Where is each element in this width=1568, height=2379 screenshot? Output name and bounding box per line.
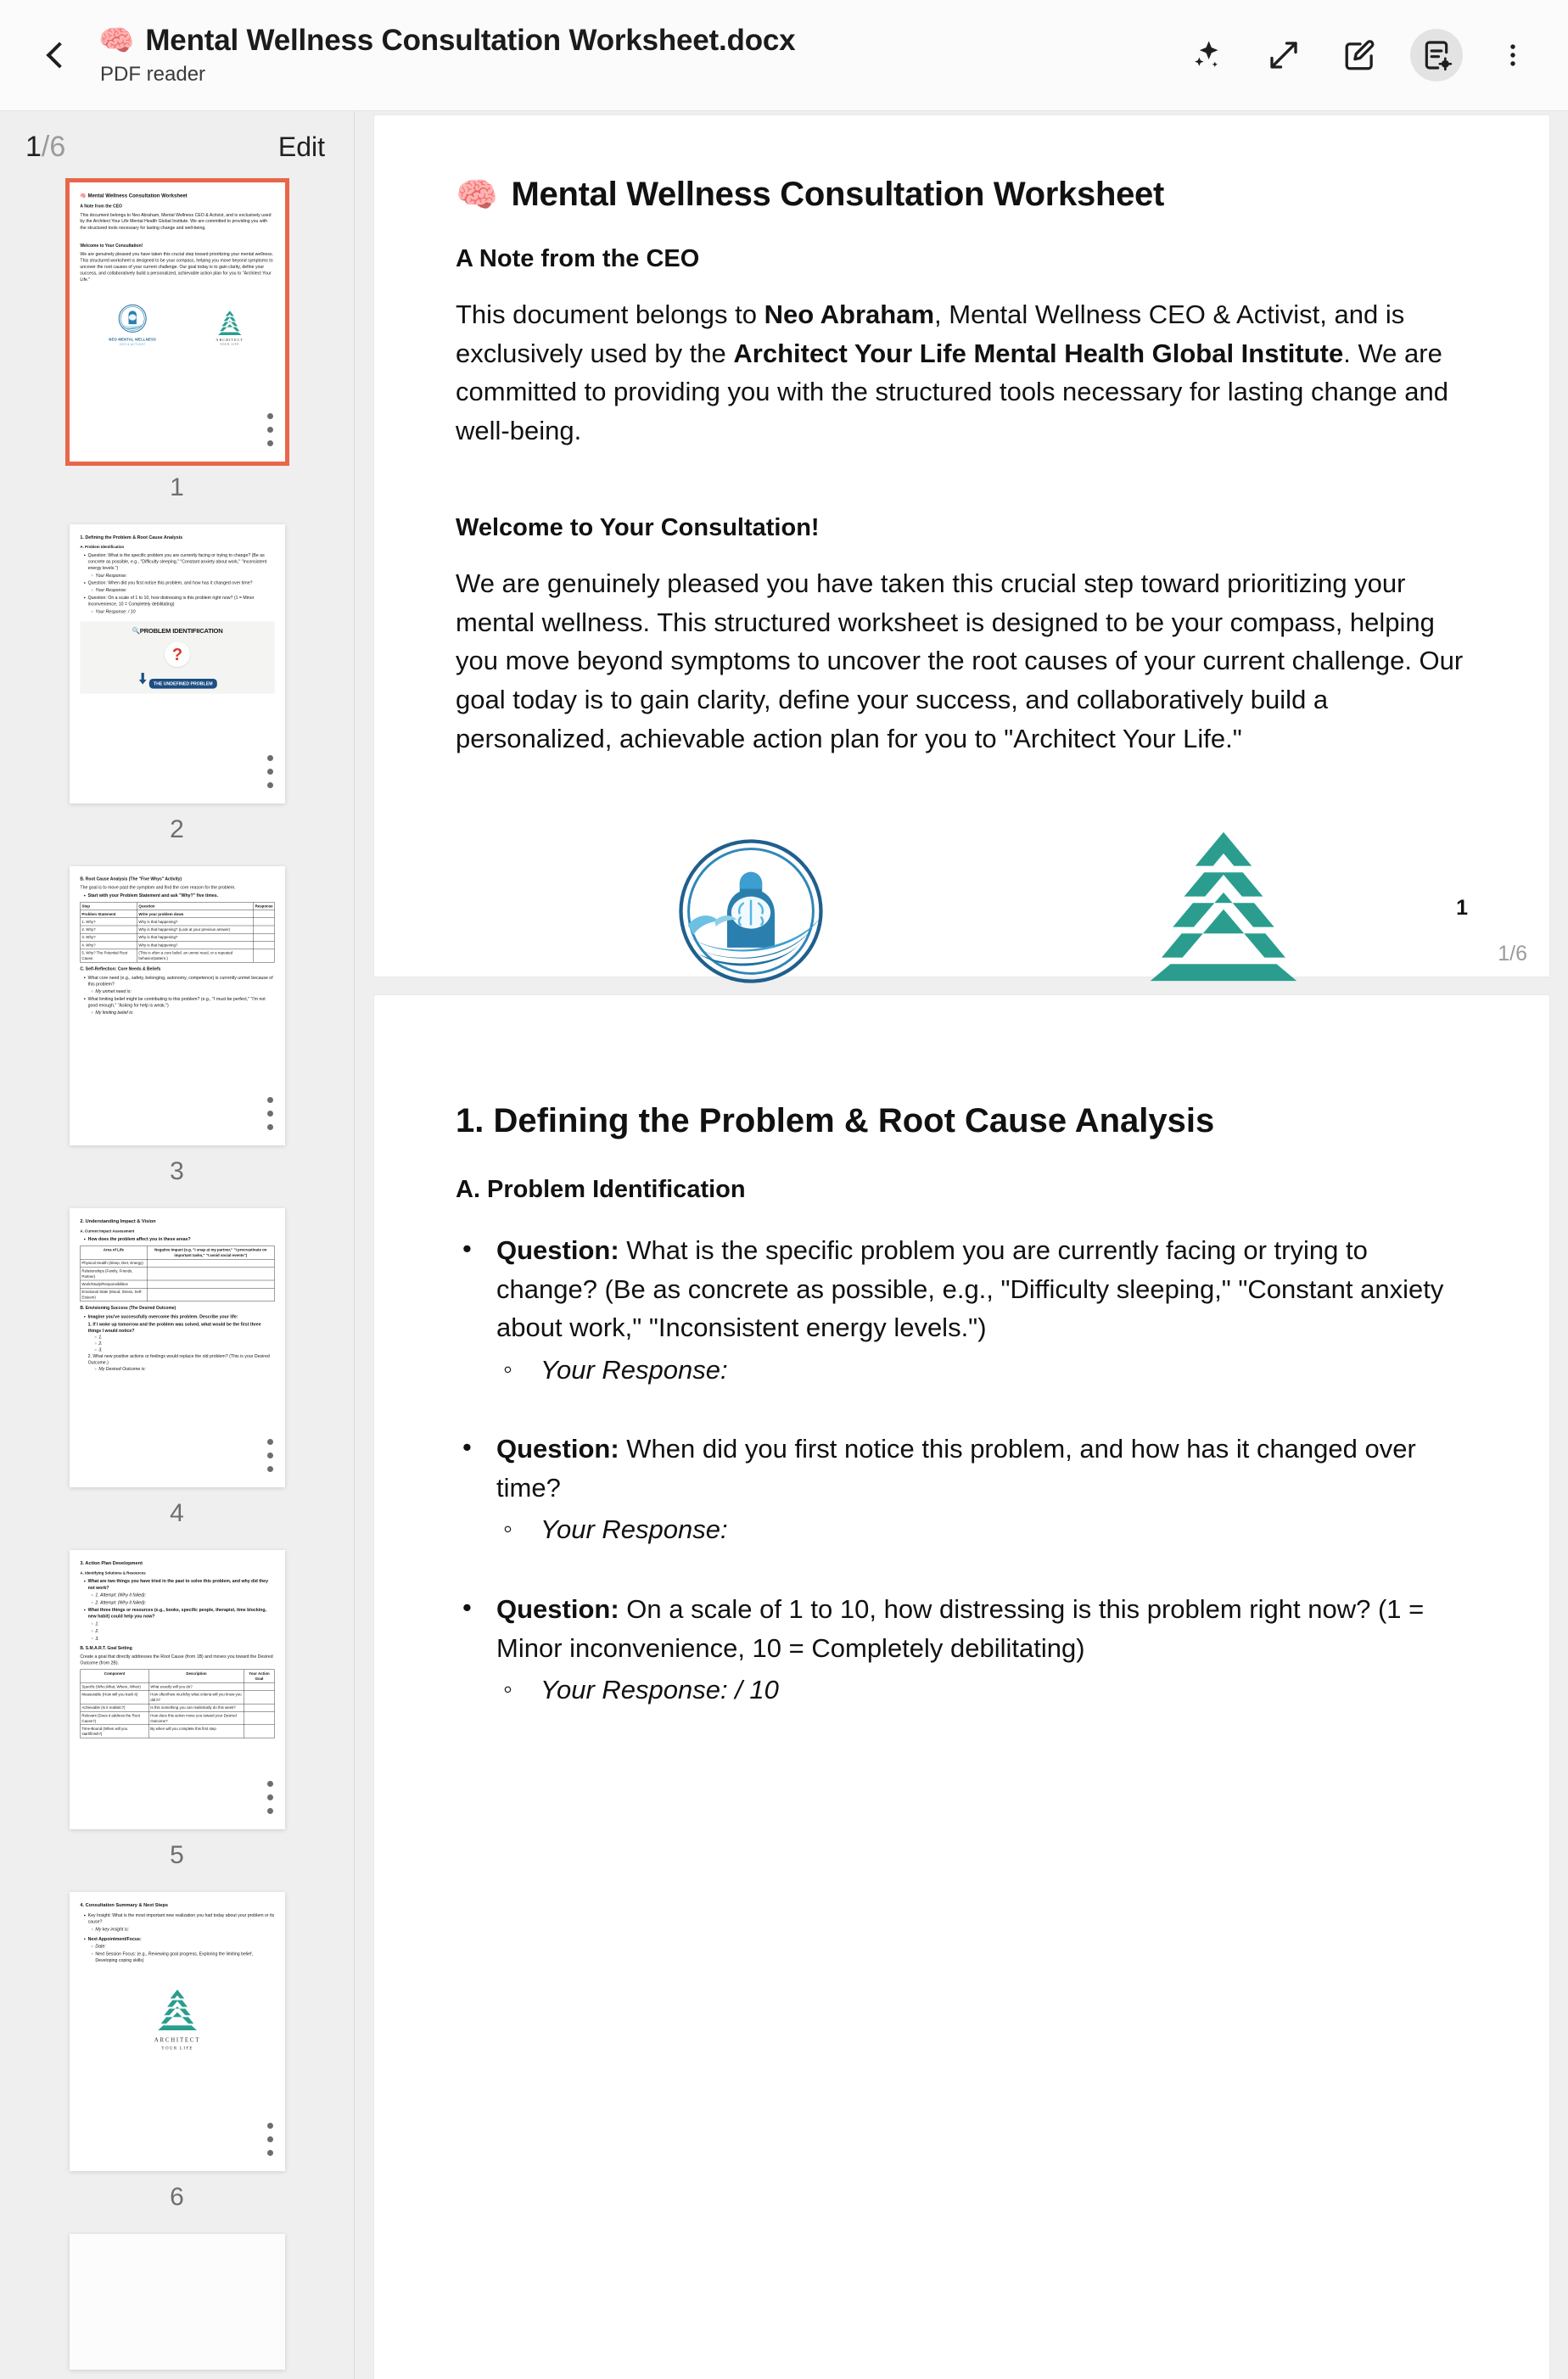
thumbnail-label: 2 [170, 815, 184, 843]
thumbnail-page-5[interactable] [70, 1550, 285, 1829]
question-item [456, 1590, 1468, 1710]
thumbnail-page-4[interactable]: 2. Understanding Impact & Vision A. Current Impact Assessment • How does the problem affect you in these areas? Area of Life Negative Impact (e.g. "I snap at my partner," "I procrastinate on important tasks," "I avoid social events") Physical Health (Sleep, Diet, Energy) Relationships (Family, Friends, Partner) Work/Study/Responsibilities Emotional State (Mood, Stress, Self-Esteem) B. Envisioning Success (The Desired Outcome) • Imagine you've successfully overcome this problem. Describe your life: 1. If I woke up tomorrow and the problem was solved, what would be the first three things I would notice? ◦ 1. ◦ 2. ◦ 3. 2. What new positive actions or feelings would replace the old problem? (This is your Desired Outcome.) ◦ My Desired Outcome is: [70, 1208, 285, 1487]
question-list [456, 1231, 1468, 1710]
ai-sparkle-icon[interactable] [1181, 29, 1234, 81]
page-2-body [374, 995, 1549, 1710]
architect-pyramid-icon [150, 1989, 204, 2031]
response-placeholder[interactable]: ◦ Your Response: [496, 1351, 1468, 1390]
expand-diagonal-icon[interactable] [1257, 29, 1310, 81]
thumb-list: • How does the problem affect you in these areas? [87, 1236, 274, 1243]
thumbnail-item[interactable] [0, 182, 354, 524]
thumb-logos: NEO MENTAL WELLNESS CEO & ACTIVIST ARCHITECT YOUR LIFE [80, 301, 274, 346]
thumb-list: • What are two things you have tried in the past to solve this problem, and why did they not work? ◦ 1. Attempt: (Why it failed): ◦ 2. Attempt: (Why it failed): • What three things or resources (e.g., books, specific people, therapist, time blocking, new habit) could help you now? ◦ 1. ◦ 2. ◦ 3. [87, 1578, 274, 1642]
page-title-text: Mental Wellness Consultation Worksheet [511, 176, 1164, 213]
thumb-logo: ARCHITECT YOUR LIFE [80, 1989, 274, 2052]
current-page-number: 1 [25, 130, 42, 163]
thumb-heading: A. Problem Identification [79, 545, 124, 550]
institute-name-bold: Architect Your Life Mental Health Global Institute [733, 338, 1344, 368]
total-page-number: 6 [49, 130, 66, 163]
thumb-paragraph: The goal is to move past the symptom and find the core reason for the problem. [79, 884, 236, 890]
document-page-2 [374, 995, 1549, 2379]
question-label: Question: [496, 1434, 619, 1464]
thumbnail-item[interactable] [0, 866, 354, 1208]
thumb-title: 1. Defining the Problem & Root Cause Analysis [79, 535, 182, 540]
question-item [456, 1231, 1468, 1389]
neo-wellness-logo-icon [667, 827, 835, 995]
thumb-list: • Key Insight: What is the most important new realization you had today about your problem or its cause? ◦ My key insight is: • Next Appointment/Focus: ◦ Date: ◦ Next Session Focus: (e.g., Reviewing goal progress, Exploring the limiting belief, Developing coping skills) [87, 1912, 274, 1963]
thumbnail-more-icon[interactable] [267, 413, 273, 446]
thumbnail-item[interactable] [0, 1208, 354, 1550]
thumbnail-page-6[interactable] [70, 1892, 285, 2171]
thumb-title: 4. Consultation Summary & Next Steps [79, 1902, 168, 1908]
thumbnail-more-icon[interactable] [267, 755, 273, 788]
subsection-title: A. Problem Identification [456, 1176, 746, 1203]
thumbnail-more-icon[interactable] [267, 1439, 273, 1472]
thumbnail-list [0, 182, 354, 2379]
question-text: On a scale of 1 to 10, how distressing is this problem right now? (1 = Minor inconvenience, 10 = Completely debilitating) [496, 1593, 1425, 1663]
document-app-subtitle: PDF reader [100, 63, 206, 86]
thumb-heading: B. S.M.A.R.T. Goal Setting [79, 1645, 132, 1650]
question-label: Question: [496, 1593, 619, 1624]
thumb-list: • Question: What is the specific problem you are currently facing or trying to change? (Be as concrete as possible, e.g., "Difficulty sleeping," "Constant anxiety about work," "Inconsistent energy levels.") ◦ Your Response: • Question: When did you first notice this problem, and how has it changed over time? ◦ Your Response: • Question: On a scale of 1 to 10, how distressing is this problem right now? (1 = Minor inconvenience, 10 = Completely debilitating) ◦ Your Response: / 10 [87, 552, 274, 615]
thumb-title: 3. Action Plan Development [79, 1560, 143, 1566]
sidebar-header [0, 111, 354, 182]
page-footer-number: 1 [1456, 896, 1468, 920]
thumbnail-item[interactable] [0, 1550, 354, 1892]
thumbnail-page-2[interactable] [70, 524, 285, 803]
page-separator: / [41, 130, 50, 163]
thumb-graphic: 🔍PROBLEM IDENTIFIICATION ? THE UNDEFINED PROBLEM [80, 621, 274, 693]
brain-icon: 🧠 [456, 176, 498, 214]
more-vertical-icon[interactable] [1487, 29, 1539, 81]
document-page-1 [374, 115, 1549, 977]
ceo-name-bold: Neo Abraham [764, 299, 935, 329]
thumb-heading: A. Identifying Solutions & Resources [79, 1570, 146, 1576]
ceo-text-2: , Mental Wellness CEO & Activist, and is exclusively used by the [456, 299, 1405, 368]
thumbnail-page-1[interactable] [70, 182, 285, 462]
ceo-text-1: This document belongs to [456, 299, 764, 329]
thumb-heading: A. Current Impact Assessment [79, 1229, 134, 1234]
response-placeholder[interactable]: ◦ Your Response: [496, 1510, 1468, 1549]
thumbnail-label: 3 [170, 1157, 184, 1185]
ceo-note-heading: A Note from the CEO [456, 245, 700, 272]
toolbar-actions [1181, 29, 1539, 81]
thumb-title: 2. Understanding Impact & Vision [79, 1218, 156, 1224]
thumb-paragraph: We are genuinely pleased you have taken this crucial step toward prioritizing your mental wellness. This structured worksheet is designed to be your compass, helping you move beyond symptoms to uncover the root causes of your current challenge. Our goal today is to gain clarity, define your success, and collaboratively build a personalized, achievable action plan for you to "Architect Your Life." [79, 251, 273, 283]
thumbnail-label: 1 [170, 473, 184, 501]
thumbnail-more-icon[interactable] [267, 1097, 273, 1130]
thumbnail-label: 6 [170, 2183, 184, 2211]
brain-icon: 🧠 [98, 25, 135, 57]
chevron-left-icon [46, 42, 72, 68]
thumbnail-page-3[interactable] [70, 866, 285, 1145]
page-counter [25, 131, 65, 164]
thumb-table: Component Description Your Action Goal Specific (Who,What, Where, When) What exactly will you do? Measurable (How will you track it) How often/how much/by what criteria will you know you did it? Achievable (Is it realistic?) Is this something you can realistically do this week? Relevant (Does it address the Root Cause?) How does this action move you toward your Desired Outcome? Time-Bound (When will you start/finish?) By when will you complete this first step [80, 1670, 274, 1738]
thumb-heading: A Note from the CEO [79, 204, 122, 209]
welcome-heading: Welcome to Your Consultation! [456, 514, 820, 542]
thumb-list: • Start with your Problem Statement and ask "Why?" five times. [87, 893, 274, 899]
thumbnail-item[interactable] [0, 1892, 354, 2234]
thumb-list: • Imagine you've successfully overcome this problem. Describe your life: [87, 1313, 274, 1320]
neo-wellness-logo-icon [115, 301, 149, 335]
thumbnail-page-7-partial[interactable] [70, 2234, 285, 2370]
back-button[interactable] [24, 22, 90, 88]
edit-pencil-icon[interactable] [1334, 29, 1386, 81]
document-filename: Mental Wellness Consultation Worksheet.docx [145, 24, 796, 57]
welcome-paragraph: We are genuinely pleased you have taken this crucial step toward prioritizing your mental wellness. This structured worksheet is designed to be your compass, helping you move beyond symptoms to uncover the root causes of your current challenge. Our goal today is to gain clarity, define your success, and collaboratively build a personalized, achievable action plan for you to "Architect Your Life." [456, 568, 1464, 753]
thumb-heading: Welcome to Your Consultation! [79, 243, 143, 248]
question-label: Question: [496, 1235, 619, 1265]
thumb-heading: B. Envisioning Success (The Desired Outcome) [79, 1305, 176, 1311]
page-1-body [374, 115, 1549, 1058]
page-title [456, 175, 1468, 215]
thumbnail-item[interactable] [0, 524, 354, 866]
spacer [456, 475, 1468, 514]
thumb-title: 🧠 Mental Wellness Consultation Worksheet [79, 193, 188, 199]
thumbnail-item[interactable] [0, 2234, 354, 2370]
thumb-table: Step Question Response Problem Statement Write your problem down 1. Why? Why is that happening? 2. Why? Why is that happening? (Look at your previous answer) 3. Why? Why is that happening? 4. Why? Why is that happening? 5. Why? The Potential Root Cause: (This is often a core belief, an unmet need, or a repeated behavior/pattern.) [80, 902, 274, 962]
thumb-paragraph: This document belongs to Neo Abraham, Mental Wellness CEO & Activist, and is exclusively used by the Architect Your Life Mental Health Global Institute. We are committed to providing you with the structured tools necessary for lasting change and well-being. [79, 211, 271, 231]
page-position-indicator: 1/6 [1498, 942, 1527, 966]
document-viewer[interactable] [356, 111, 1568, 2379]
ceo-text-3: . We are committed to providing you with the structured tools necessary for lasting change and well-being. [456, 338, 1449, 445]
architect-pyramid-icon [213, 311, 245, 336]
question-text: What is the specific problem you are currently facing or trying to change? (Be as concrete as possible, e.g., "Difficulty sleeping," "Constant anxiety about work," "Inconsistent energy levels.") [496, 1235, 1444, 1343]
thumb-table: Area of Life Negative Impact (e.g. "I snap at my partner," "I procrastinate on important tasks," "I avoid social events") Physical Health (Sleep, Diet, Energy) Relationships (Family, Friends, Partner) Work/Study/Responsibilities Emotional State (Mood, Stress, Self-Esteem) [80, 1245, 274, 1301]
edit-button[interactable]: Edit [277, 131, 325, 162]
thumb-heading: C. Self-Reflection: Core Needs & Beliefs [79, 966, 160, 971]
thumbnail-sidebar[interactable] [0, 111, 355, 2379]
thumb-list: • What core need (e.g., safety, belonging, autonomy, competence) is currently unmet because of this problem? ◦ My unmet need is: • What limiting belief might be contributing to this problem? (e.g., "I must be perfect," "I'm not good enough," "Asking for help is weak.") ◦ My limiting belief is: [87, 974, 274, 1016]
architect-pyramid-icon [1125, 829, 1322, 983]
thumbnail-label: 4 [170, 1499, 184, 1527]
section-title: 1. Defining the Problem & Root Cause Analysis [456, 1102, 1215, 1139]
document-settings-icon[interactable] [1410, 29, 1463, 81]
thumb-paragraph: Create a goal that directly addresses the Root Cause (from 1B) and moves you toward the Desired Outcome (from 2B). [79, 1654, 273, 1665]
thumb-heading: B. Root Cause Analysis (The "Five Whys" Activity) [79, 876, 182, 882]
document-title-block [98, 24, 1181, 87]
response-placeholder[interactable]: ◦ Your Response: / 10 [496, 1671, 1468, 1710]
thumbnail-more-icon[interactable] [267, 1781, 273, 1814]
app-top-bar [0, 0, 1568, 111]
ceo-note-paragraph [456, 295, 1468, 450]
thumbnail-label: 5 [170, 1841, 184, 1869]
question-text: When did you first notice this problem, and how has it changed over time? [496, 1434, 1416, 1503]
thumbnail-more-icon[interactable] [267, 2123, 273, 2156]
question-item [456, 1430, 1468, 1549]
